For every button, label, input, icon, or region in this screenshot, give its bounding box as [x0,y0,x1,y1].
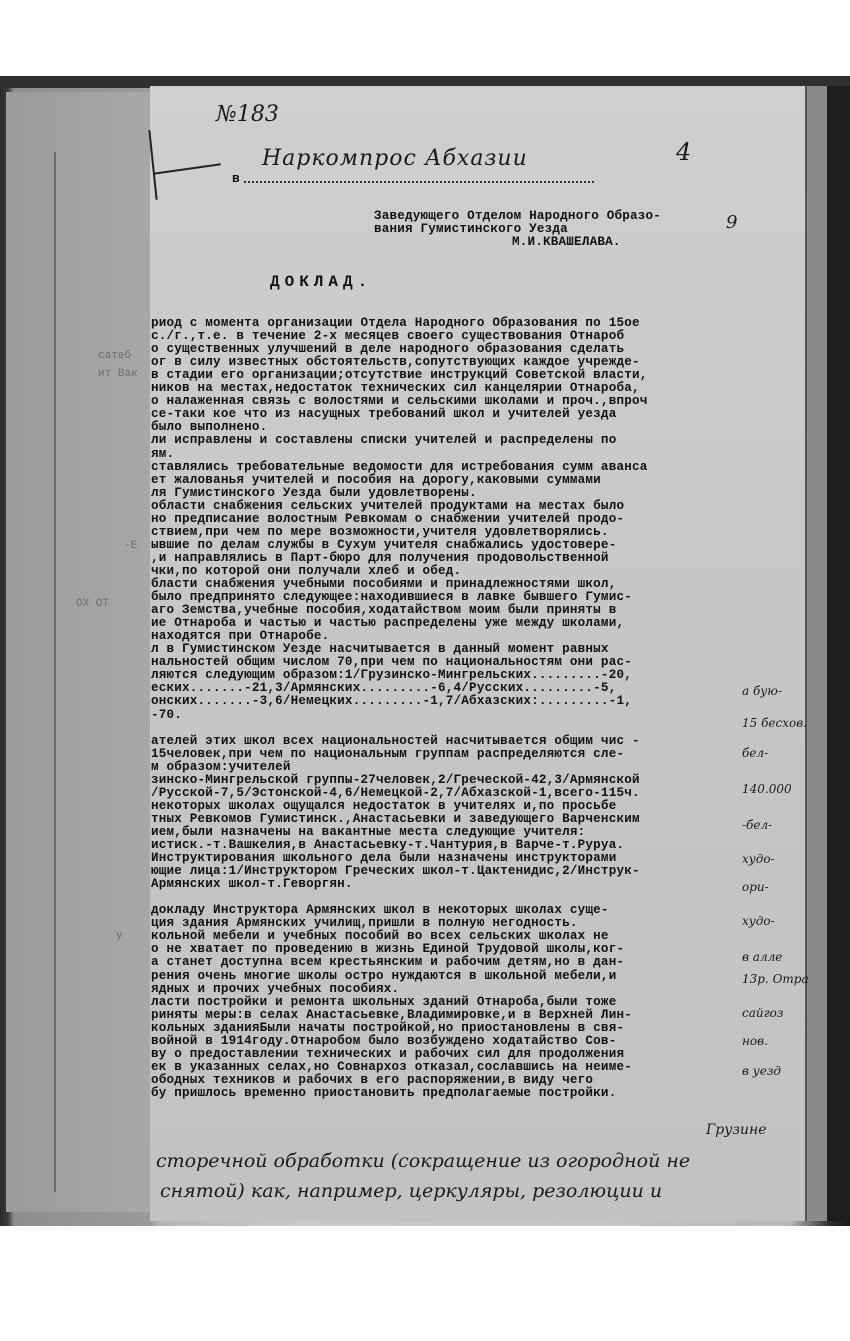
body-line: в стадии его организации;отсутствие инструкций Советской власти, [151,368,648,383]
body-line: ием,были назначены на вакантные места следующие учителя: [151,824,586,839]
body-line: о существенных улучшений в деле народного образования сделать [151,342,625,357]
body-line: некоторых школах ощущался недостаток в учителях и,по просьбе [151,798,617,813]
underlying-text: ит Вак [98,368,138,380]
body-line: ция здания Армянских училищ,пришли в полную негодность. [151,916,578,931]
body-line: области снабжения сельских учителей продуктами на местах было [151,498,625,513]
body-line: ободных техников и рабочих в его распоряжении,в виду чего [151,1072,594,1087]
body-line: ли исправлены и составлены списки учителей и распределены по [151,433,617,448]
body-line: ляются следующим образом:1/Грузинско-Мингрельских.........-20, [151,668,632,683]
body-line: се-таки кое что из насущных требований школ и учителей уезда [151,407,617,422]
file-number: №183 [216,102,279,127]
underlying-text: у [116,930,123,942]
underlying-sheet [6,92,158,1212]
body-line: ывшие по делам службы в Сухум учителя снабжались удостовере- [151,537,617,552]
margin-note: бел- [742,746,769,760]
body-line: ля Гумистинского Уезда были удовлетворены. [151,485,477,500]
sheet-right-edge [805,86,829,1221]
body-line: ет жалованья учителей и пособия на дорогу,каковыми суммами [151,472,601,487]
margin-note: 15 бесхов. [742,716,808,730]
body-line: докладу Инструктора Армянских школ в некоторых школах суще- [151,903,609,918]
body-line: ателей этих школ всех национальностей насчитывается общим чис - [151,733,640,748]
body-line: ников на местах,недостаток технических сил канцелярии Отнароба, [151,381,640,396]
margin-note: в уезд [742,1064,782,1078]
body-line: войной в 1914году.Отнаробом было возбуждено ходатайство Сов- [151,1033,617,1048]
addressee-line: Заведующего Отделом Народного Образо- [374,209,662,223]
body-line: ядных и прочих учебных пособиях. [151,981,400,996]
body-line: бу пришлось временно приостановить предполагаемые постройки. [151,1085,617,1100]
body-line: ям. [151,446,175,461]
body-line: а станет доступна всем крестьянским и рабочим детям,но в дан- [151,955,625,970]
body-line: кольной мебели и учебных пособий во всех сельских школах не [151,929,609,944]
body-line: ву о предоставлении технических и рабочих сил для продолжения [151,1046,625,1061]
corner-mark: 9 [726,212,738,233]
margin-note: в алле [742,950,783,964]
body-line: о не хватает по проведению в жизнь Единой Трудовой школы,ког- [151,942,625,957]
body-line: бласти снабжения учебными пособиями и принадлежностями школ, [151,577,617,591]
margin-note: худо- [742,852,775,866]
handwritten-line: сторечной обработки (сокращение из огородной не [156,1150,691,1172]
body-line: аго Земства,учебные пособия,ходатайством моим были приняты в [151,603,617,618]
body-line: находятся при Отнаробе. [151,629,330,644]
margin-note: худо- [742,914,775,928]
body-line: риод с момента организации Отдела Народного Образования по 15ое [151,316,640,330]
body-line: с./г.,т.е. в течение 2-х месяцев своего существования Отнароб [151,329,625,344]
addressee-line: вания Гумистинского Уезда [374,222,568,236]
margin-note: сайгоз [742,1006,784,1020]
body-line: было предпринято следующее:находившиеся в лавке бывшего Гумис- [151,590,632,605]
addressee: Наркомпрос Абхазии [262,146,528,171]
body-line: кольных зданияБыли начаты постройкой,но приостановлены в свя- [151,1020,625,1035]
body-line: ог в силу известных обстоятельств,сопутствующих каждое учрежде- [151,355,640,370]
body-line: истиск.-т.Вашкелия,в Анастасьевку-т.Чантурия,в Варче-т.Руруа. [151,838,625,852]
body-line: ставлялись требовательные ведомости для истребования сумм аванса [151,459,648,474]
underlying-text: -Е [124,540,138,552]
body-line: онских.......-3,6/Немецких.........-1,7/Абхазских:.........-1, [151,694,632,709]
body-line: тных Ревкомов Гумистинск.,Анастасьевки и заведующего Варченским [151,811,640,826]
margin-note: -бел- [742,818,773,832]
scan-right-edge [827,86,850,1221]
body-line: /Русской-7,5/Эстонской-4,6/Немецкой-2,7/Абхазской-1,всего-115ч. [151,785,640,800]
body-line: Армянских школ-т.Геворгян. [151,877,353,892]
body-line: было выполнено. [151,420,268,435]
body-line: ствием,при чем по мере возможности,учителя удовлетворялись. [151,524,609,539]
body-line: о налаженная связь с волостями и сельскими школами и проч.,впроч [151,394,648,409]
margin-note: а бую- [742,684,782,698]
page-mark: 4 [676,138,692,166]
body-line: -70. [151,707,183,722]
body-line: ие Отнароба и частью и частью распределены уже между школами, [151,616,625,631]
addressee-dotted-line [244,181,594,183]
corner-handwriting: Грузине [706,1122,767,1138]
underlying-rule [54,152,56,1192]
body-line: но предписание волостным Ревкомам о снабжении учителей продо- [151,511,625,526]
body-line: 15человек,при чем по национальным группам распределяются сле- [151,746,625,761]
body-line: рения очень многие школы остро нуждаются в школьной мебели,и [151,968,617,983]
margin-note: 13р. Отра [742,972,809,986]
margin-note: 140.000 [742,782,792,796]
body-line: Инструктирования школьного дела были назначены инструкторами [151,851,617,866]
body-line: ющие лица:1/Инструктором Греческих школ-т.Цактенидис,2/Инструк- [151,864,640,879]
addressee-name: М.И.КВАШЕЛАВА. [512,235,621,249]
body-line: м образом:учителей [151,759,291,774]
underlying-text: ОХ ОТ [76,598,110,610]
body-line: риняты меры:в селах Анастасьевке,Владимировке,и в Верхней Лин- [151,1007,632,1022]
dest-prefix: в [232,171,241,186]
underlying-text: сатеб [98,350,132,362]
margin-note: нов. [742,1034,768,1048]
handwritten-line: снятой) как, например, церкуляры, резолюции и [160,1180,663,1202]
body-line: чки,по которой они получали хлеб и обед. [151,563,462,578]
body-line: ,и направлялись в Парт-бюро для получения продовольственной [151,550,609,565]
body-line: л в Гумистинском Уезде насчитывается в данный момент равных [151,642,609,657]
body-line: зинско-Мингрельской группы-27человек,2/Греческой-42,3/Армянской [151,772,640,787]
margin-note: ори- [742,880,769,894]
document-title: ДОКЛАД. [270,273,373,291]
body-line: ласти постройки и ремонта школьных зданий Отнароба,были тоже [151,994,617,1009]
body-line: ек в указанных селах,но Совнархоз отказал,сославшись на неиме- [151,1059,632,1074]
body-line: еских.......-21,3/Армянских.........-6,4/Русских.........-5, [151,681,617,696]
body-line: нальностей общим числом 70,при чем по национальностям они рас- [151,655,632,670]
